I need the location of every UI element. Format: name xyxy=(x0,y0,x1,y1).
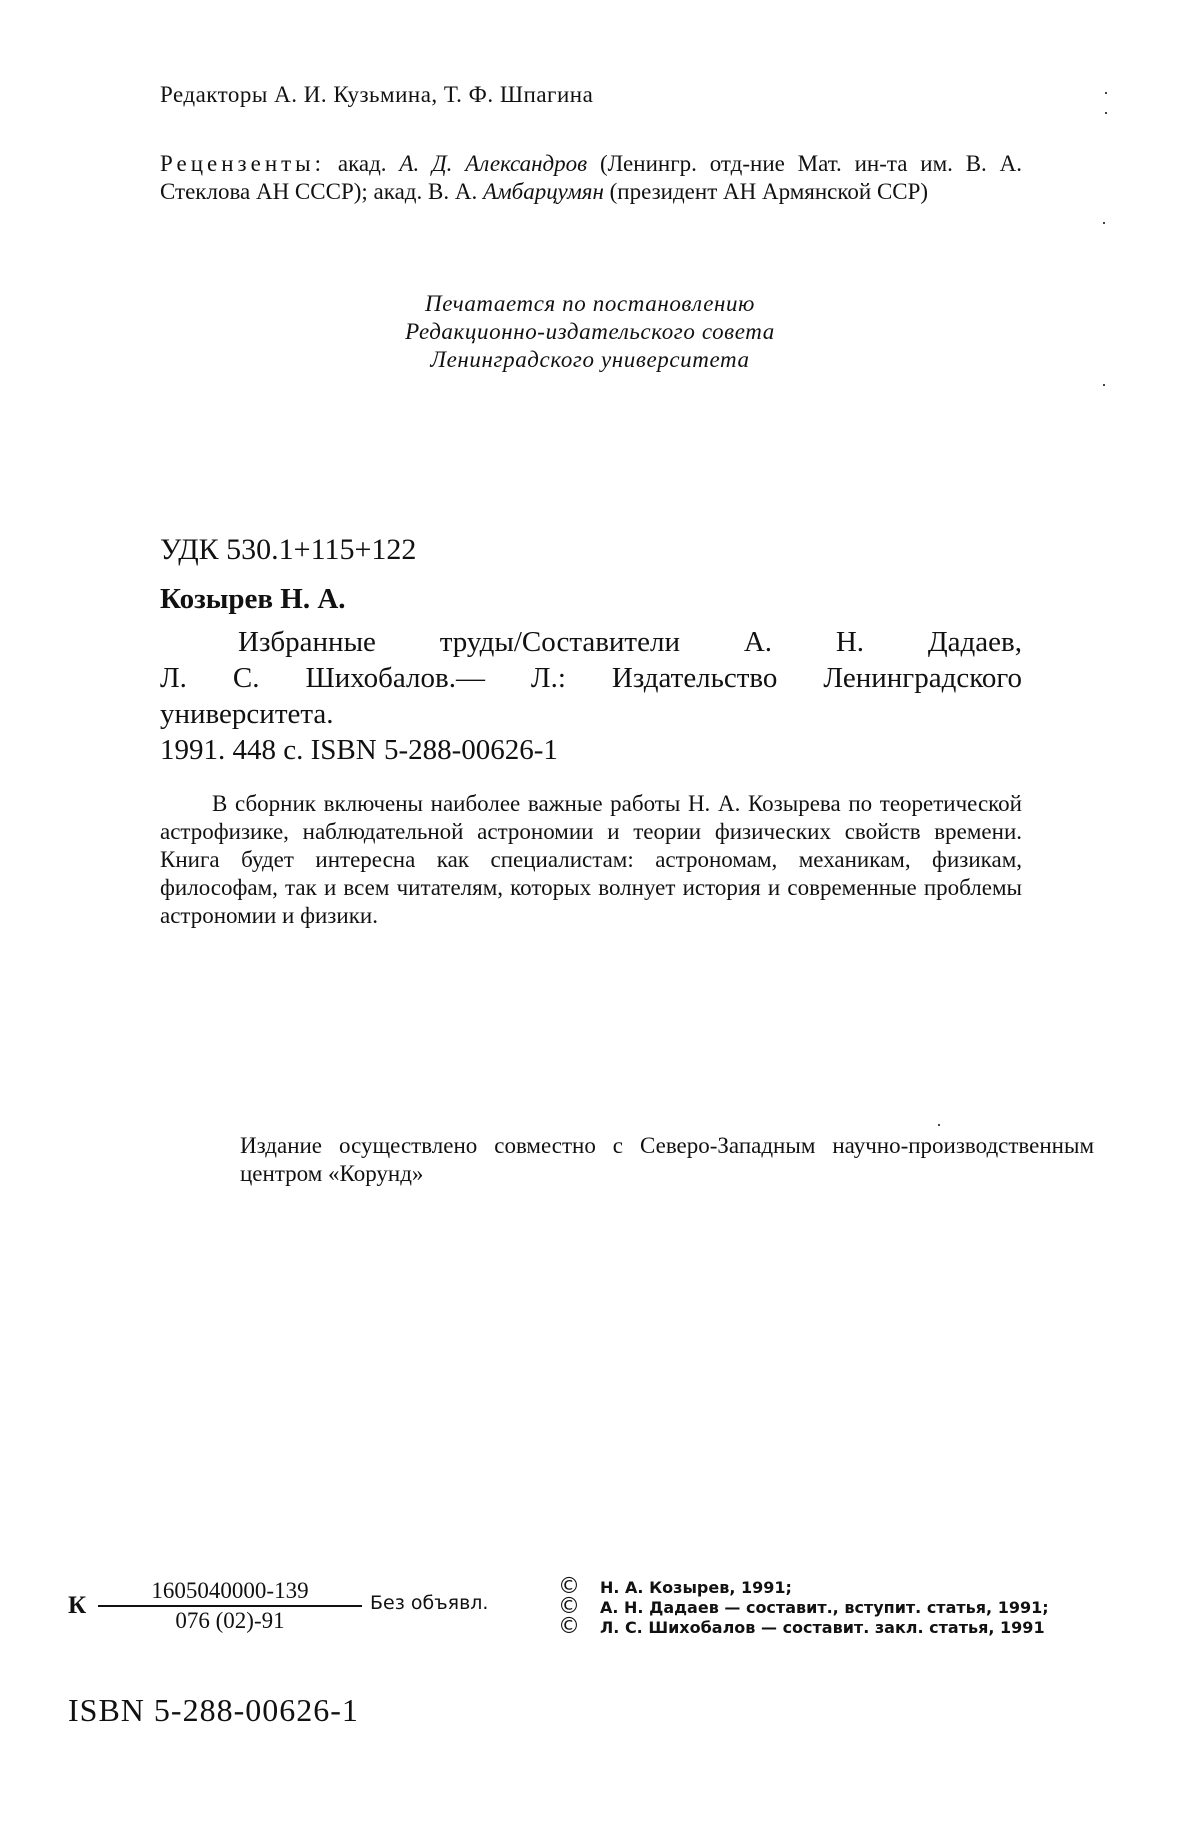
copyright-icon: © xyxy=(558,1594,580,1619)
catalog-numerator: 1605040000-139 xyxy=(98,1578,362,1607)
publish-note-line: Ленинградского университета xyxy=(430,347,750,372)
copyright-line xyxy=(558,1574,1094,1599)
catalog-k-letter: К xyxy=(68,1592,87,1619)
editors-line: Редакторы А. И. Кузьмина, Т. Ф. Шпагина xyxy=(160,82,594,107)
publish-note-line: Печатается по постановлению xyxy=(425,291,755,316)
copyright-line xyxy=(558,1594,1094,1619)
abstract-paragraph xyxy=(160,790,1022,930)
author-name: Козырев Н. А. xyxy=(160,583,346,615)
scan-speck xyxy=(1103,222,1105,224)
copyright-icon: © xyxy=(558,1614,580,1639)
bib-line: 1991. 448 с. ISBN 5-288-00626-1 xyxy=(160,734,558,766)
publish-note-line: Редакционно-издательского совета xyxy=(405,319,775,344)
copyright-text: А. Н. Дадаев — составит., вступит. статья, 1991; xyxy=(600,1598,1049,1617)
reviewers-paragraph xyxy=(160,150,1022,206)
price-note: Без объявл. xyxy=(370,1592,489,1614)
isbn-footer: ISBN 5-288-00626-1 xyxy=(68,1692,359,1728)
scan-speck xyxy=(938,1124,940,1126)
copyright-text: Л. С. Шихобалов — составит. закл. статья, 1991 xyxy=(600,1618,1045,1637)
bib-line: университета. xyxy=(160,698,334,730)
catalog-denominator: 076 (02)-91 xyxy=(175,1608,285,1633)
bibliographic-description xyxy=(160,624,1022,768)
udc-code: УДК 530.1+115+122 xyxy=(160,533,417,566)
reviewers-text-2: (Ленингр. отд-ние Мат. ин-та им. В. А. Стеклова АН СССР); акад. В. А. xyxy=(160,151,1022,204)
scan-speck xyxy=(1105,112,1107,114)
scan-speck xyxy=(1105,92,1107,94)
reviewer-name-2: Амбарцумян xyxy=(482,179,604,204)
scan-speck xyxy=(1103,384,1105,386)
reviewers-text-1: акад. xyxy=(325,151,400,176)
bib-line: Избранные труды/Составители А. Н. Дадаев, xyxy=(238,626,1022,658)
catalog-fraction xyxy=(98,1578,362,1634)
edition-note: Издание осуществлено совместно с Северо-Западным научно-производственным центром «Корунд» xyxy=(240,1133,1094,1186)
bib-line: Л. С. Шихобалов.— Л.: Издательство Ленинградского xyxy=(160,662,1022,694)
reviewers-text-3: (президент АН Армянской ССР) xyxy=(603,179,929,204)
copyright-icon: © xyxy=(558,1574,580,1599)
reviewers-label: Рецензенты: xyxy=(160,151,326,176)
copyright-line xyxy=(558,1614,1094,1639)
reviewer-name-1: А. Д. Александров xyxy=(399,151,588,176)
abstract-text: В сборник включены наиболее важные работы Н. А. Козырева по теоретической астрофизике, наблюдательной астрономии и теории физических свойств времени. Книга будет интересна как специалистам: астрономам, механикам, физикам, философам, так и всем читателям, которых волнует история и современные проблемы астрономии и физики. xyxy=(160,791,1022,928)
copyright-text: Н. А. Козырев, 1991; xyxy=(600,1578,792,1597)
copyright-block xyxy=(558,1574,1094,1639)
publish-note xyxy=(300,290,880,374)
